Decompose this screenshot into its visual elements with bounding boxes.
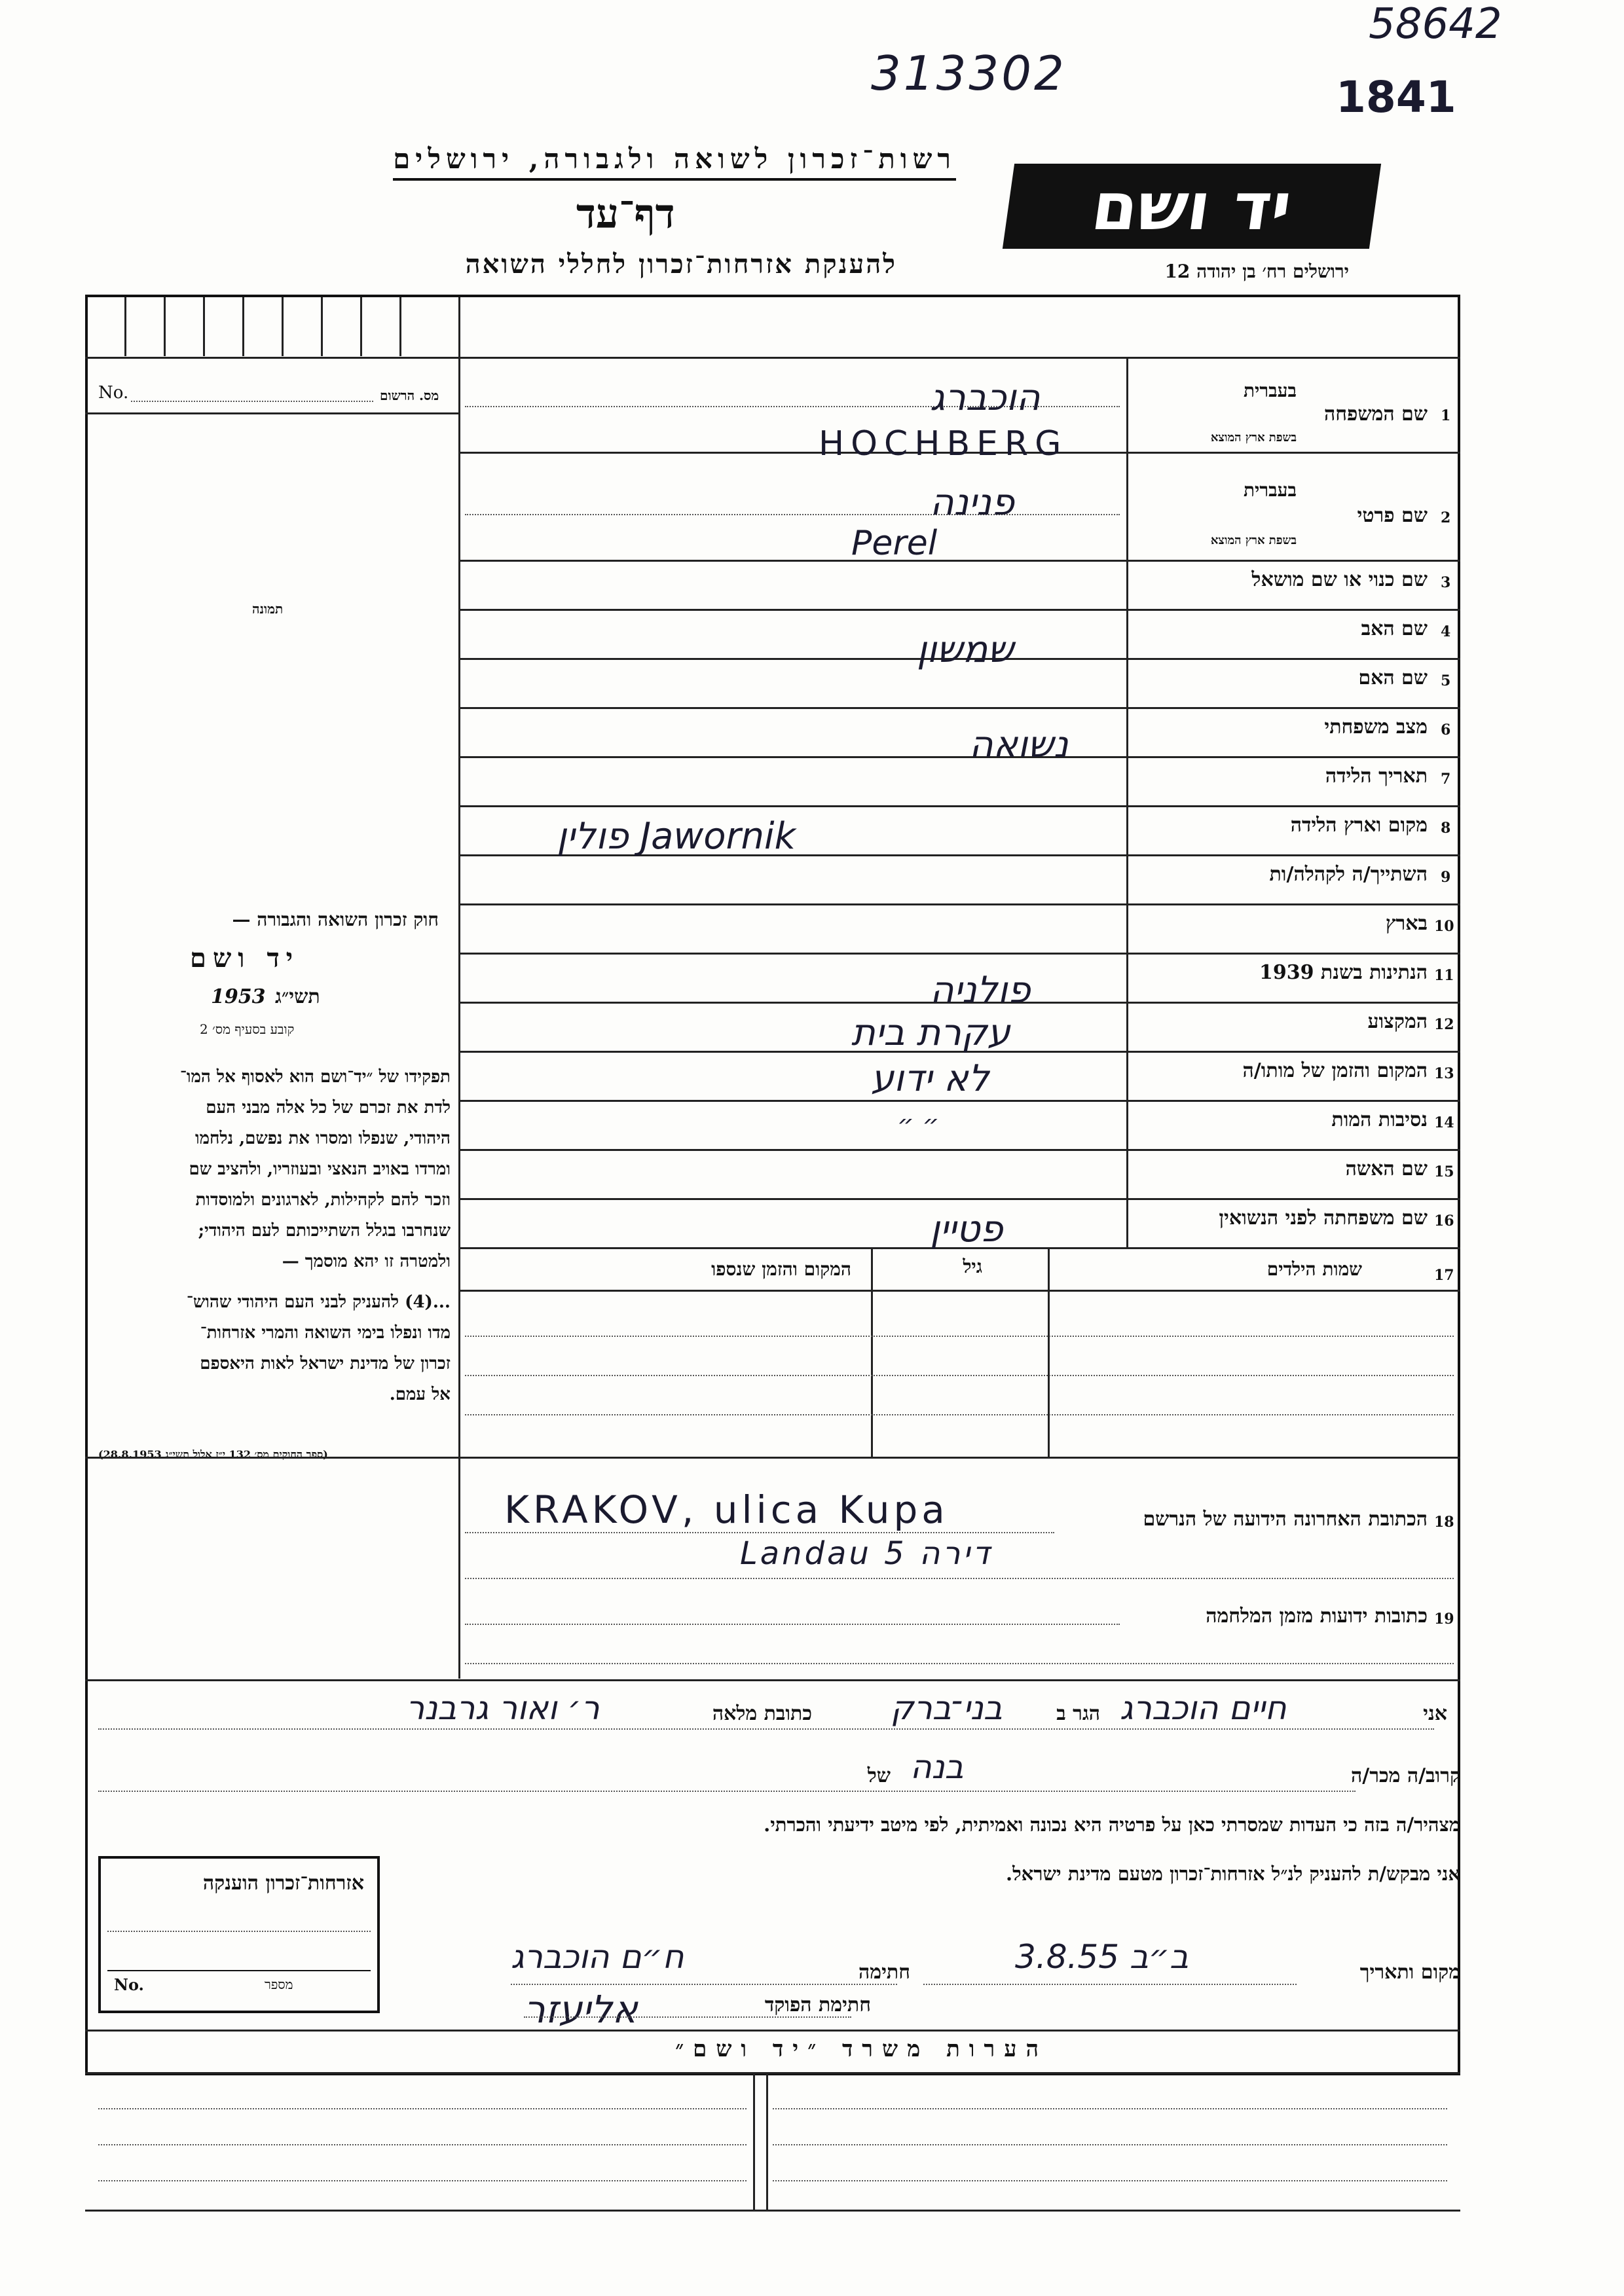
field-label-father-name: שם האב bbox=[1361, 617, 1428, 640]
declarant-relation: בנה bbox=[910, 1748, 964, 1786]
field-number: 16 bbox=[1434, 1212, 1454, 1230]
declaration-i-label: אני bbox=[1423, 1702, 1447, 1725]
field-label-marital-status: מצב משפחתי bbox=[1324, 716, 1428, 738]
marital-status-value: נשואה bbox=[969, 723, 1069, 766]
law-year-hebrew: תשי״ג bbox=[275, 985, 320, 1008]
field-label-community: השתייך/ה לקהלה/ות bbox=[1269, 863, 1428, 886]
field-label-nationality-1939: הנתינות בשנת 1939 bbox=[1259, 961, 1428, 984]
field-label-country: בארץ bbox=[1385, 912, 1428, 935]
photo-label: תמונה bbox=[252, 601, 284, 617]
family-name-local-value: HOCHBERG bbox=[819, 424, 1068, 464]
nationality-value: פולניה bbox=[930, 969, 1031, 1011]
declaration-request: אני מבקש/ת להעניק לנ״ל אזרחות־זכרון מטעם מדינת ישראל. bbox=[1006, 1863, 1460, 1885]
registration-number-label: מס. הרשום bbox=[380, 388, 439, 403]
profession-value: עקרת בית bbox=[851, 1011, 1010, 1054]
death-circumstances-value: ״ ״ bbox=[897, 1110, 940, 1140]
citizenship-number-label: מספר bbox=[265, 1977, 293, 1992]
children-place-time-header: המקום והזמן שנספו bbox=[711, 1258, 851, 1280]
field-number: 6 bbox=[1441, 721, 1451, 738]
ref-number-annotation: 313302 bbox=[871, 46, 1067, 101]
law-text-line: תפקידו של ״יד־ושם הוא לאסוף אל המו־ bbox=[179, 1067, 451, 1087]
form-subtitle: להענקת אזרחות־זכרון לחללי השואה bbox=[465, 249, 897, 280]
declarant-full-address: ר׳ ואור גרבנר bbox=[406, 1689, 600, 1727]
law-text-line: לדת את זכרם של כל אלה מבני העם bbox=[206, 1098, 451, 1118]
form-title: דף־עד bbox=[576, 190, 675, 238]
address-line: ירושלים רח׳ בן יהודה 12 bbox=[1164, 261, 1349, 282]
officer-signature-label: חתימת הפוקד bbox=[764, 1994, 871, 2016]
field-number: 1 bbox=[1441, 407, 1451, 424]
field-label-death-circumstances: נסיבות המות bbox=[1331, 1108, 1428, 1131]
children-names-header: שמות הילדים bbox=[1266, 1258, 1362, 1280]
law-text bbox=[97, 1062, 451, 1277]
law-text-line: וזכר להם לקהילות, לארגונים ולמוסדות bbox=[195, 1190, 451, 1210]
field-number: 7 bbox=[1441, 771, 1451, 788]
citizenship-box-title: אזרחות־זכרון הוענקה bbox=[202, 1872, 364, 1895]
declaration-relation-label: קרוב/ה מכר/ה bbox=[1351, 1764, 1460, 1787]
file-number-annotation: 58642 bbox=[1369, 0, 1502, 48]
law-title: חוק זכרון השואה והגבורה — bbox=[232, 909, 439, 930]
field-label-mother-name: שם האם bbox=[1358, 666, 1428, 689]
field-label-wartime-addresses: כתובות ידועות מזמן המלחמה bbox=[1206, 1605, 1428, 1628]
law-clause: קובע בסעיף מס׳ 2 bbox=[200, 1021, 295, 1037]
law-text-line: שנחרבו בגלל השתייכותם לעם היהודי; bbox=[198, 1221, 451, 1241]
field-label-last-address: הכתובת האחרונה הידועה של הנרשם bbox=[1143, 1508, 1428, 1531]
law-text-line: ...(4) להעניק לבני העם היהודי שהוש־ bbox=[186, 1292, 451, 1312]
field-label-wife-name: שם האשה bbox=[1345, 1157, 1428, 1180]
citizenship-number-en: No. bbox=[114, 1975, 144, 1994]
field-sub-local: בשפת ארץ המוצא bbox=[1210, 431, 1297, 445]
field-label-birth-place: מקום וארץ הלידה bbox=[1290, 814, 1428, 837]
law-text-line: מדו ונפלו בימי השואה והמרי אזרחות־ bbox=[200, 1323, 451, 1343]
law-reference: (ספר החוקים מס׳ 132 י״ז אלול תשי״ג 28.8.1953) bbox=[98, 1448, 328, 1461]
first-name-hebrew-value: פנינה bbox=[930, 481, 1014, 524]
field-label-nickname: שם כנוי או שם מושאל bbox=[1251, 568, 1428, 591]
place-date-label: מקום ותאריך bbox=[1359, 1961, 1460, 1984]
field-number: 17 bbox=[1434, 1267, 1454, 1284]
logo-text: יד ושם bbox=[1087, 168, 1297, 245]
declarant-signature: ח״ם הוכברג bbox=[511, 1938, 684, 1976]
law-text-line: היהודי, שנפלו ומסרו את נפשם, נלחמו bbox=[194, 1129, 451, 1148]
field-label-first-name: שם פרטי bbox=[1357, 504, 1428, 527]
law-year: 1953 bbox=[211, 985, 266, 1008]
field-number: 10 bbox=[1434, 918, 1454, 935]
field-number: 8 bbox=[1441, 820, 1451, 837]
maiden-name-value: פטיין bbox=[930, 1208, 1003, 1250]
field-number: 14 bbox=[1434, 1114, 1454, 1131]
law-text-line: זכרון של מדינת ישראל לאות היאספם bbox=[200, 1354, 451, 1374]
law-name: יד ושם bbox=[190, 943, 300, 974]
declaration-address-label: כתובת מלאה bbox=[712, 1702, 812, 1725]
declaration-of-label: של bbox=[867, 1764, 891, 1787]
first-name-local-value: Perel bbox=[851, 524, 938, 563]
law-text-line: ולמטרה זו יהא מוסמך — bbox=[282, 1252, 451, 1271]
registration-number-en: No. bbox=[98, 383, 129, 403]
law-text-line: אל עמם. bbox=[389, 1385, 451, 1404]
last-address-line-2: Landau 5 דירה bbox=[740, 1535, 993, 1572]
field-label-death-place-time: המקום והזמן של מותו/ה bbox=[1242, 1059, 1428, 1082]
field-number: 5 bbox=[1441, 672, 1451, 689]
place-date-value: ב״ב 3.8.55 bbox=[1015, 1938, 1189, 1976]
organization-line: רשות־זכרון לשואה ולגבורה, ירושלים bbox=[393, 143, 956, 181]
declarant-name: חיים הוכברג bbox=[1120, 1689, 1287, 1727]
law-text-2 bbox=[97, 1287, 451, 1410]
law-text-line: ומרדו באויב הנאצי ובעוזריו, ולהציב שם bbox=[189, 1159, 451, 1179]
field-label-family-name: שם המשפחה bbox=[1323, 403, 1428, 426]
field-number: 11 bbox=[1434, 967, 1454, 984]
field-label-birth-date: תאריך הלידה bbox=[1325, 765, 1428, 788]
field-number: 3 bbox=[1441, 574, 1451, 591]
field-label-profession: המקצוע bbox=[1367, 1010, 1428, 1033]
field-number: 12 bbox=[1434, 1016, 1454, 1033]
field-number: 13 bbox=[1434, 1065, 1454, 1082]
father-name-value: שמשון bbox=[917, 629, 1014, 671]
yad-vashem-logo bbox=[1003, 164, 1381, 249]
last-address-line-1: KRAKOV, ulica Kupa bbox=[504, 1487, 949, 1532]
family-name-hebrew-value: הוכברג bbox=[930, 376, 1041, 419]
page-number-annotation: 1841 bbox=[1336, 72, 1456, 122]
declaration-lives-label: הגר ב bbox=[1056, 1702, 1100, 1725]
death-place-time-value: לא ידוע bbox=[871, 1057, 989, 1100]
field-sub-hebrew: בעברית bbox=[1243, 380, 1297, 401]
signature-label: חתימה bbox=[858, 1961, 910, 1984]
field-number: 2 bbox=[1441, 509, 1451, 526]
remarks-title: הערות משרד ״יד ושם״ bbox=[675, 2036, 1048, 2062]
field-number: 15 bbox=[1434, 1163, 1454, 1180]
declarant-city: בני־ברק bbox=[891, 1689, 1003, 1727]
birth-place-value: Jawornik פולין bbox=[557, 815, 796, 858]
officer-signature: אליעזר bbox=[524, 1987, 638, 2032]
field-sub-hebrew: בעברית bbox=[1243, 479, 1297, 501]
field-label-maiden-name: שם משפחתה לפני הנשואין bbox=[1219, 1207, 1428, 1230]
citizenship-box bbox=[98, 1856, 380, 2013]
field-number: 19 bbox=[1434, 1611, 1454, 1628]
field-number: 18 bbox=[1434, 1514, 1454, 1531]
field-number: 4 bbox=[1441, 623, 1451, 640]
field-number: 9 bbox=[1441, 869, 1451, 886]
declaration-statement: מצהיר/ה בזה כי העדות שמסרתי כאן על פרטיה היא נכונה ואמיתית, לפי מיטב ידיעתי והכרתי. bbox=[764, 1813, 1460, 1836]
children-age-header: גיל bbox=[963, 1256, 982, 1277]
field-sub-local: בשפת ארץ המוצא bbox=[1210, 534, 1297, 547]
